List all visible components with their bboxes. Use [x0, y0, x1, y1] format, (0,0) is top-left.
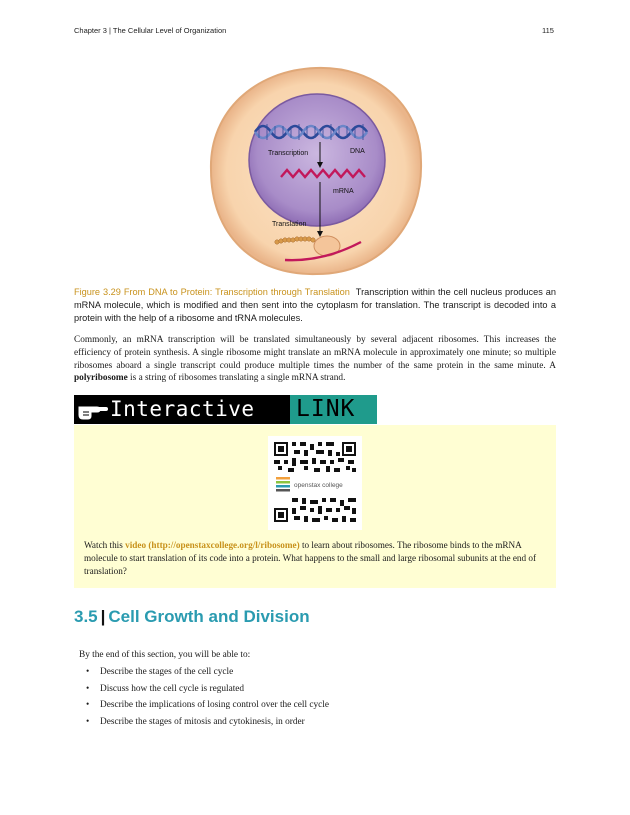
body-paragraph	[74, 334, 556, 385]
objective-item: • Describe the stages of mitosis and cytokinesis, in order	[86, 716, 329, 733]
figure-caption-text: Transcription within the cell nucleus produces an mRNA molecule, which is modified and then sent into the cytoplasm for translation. The transcript is decoded into a protein with the help of a ribosome and tRNA molecules.	[74, 287, 556, 323]
link-text-before: Watch this	[84, 540, 126, 550]
section-heading	[74, 607, 310, 627]
section-number: 3.5	[74, 607, 98, 626]
figure-caption-label: Figure 3.29 From DNA to Protein: Transcription through Translation	[74, 287, 350, 297]
video-link[interactable]: video (http://openstaxcollege.org/l/ribosome)	[125, 540, 300, 550]
figure-caption	[74, 286, 556, 324]
transcription-translation-figure	[205, 62, 427, 280]
qr-code-image[interactable]	[268, 436, 362, 530]
objective-item: • Describe the stages of the cell cycle	[86, 666, 329, 683]
objective-item: • Discuss how the cell cycle is regulated	[86, 683, 329, 700]
pointing-hand-icon	[77, 399, 109, 421]
mrna-label: mRNA	[333, 188, 354, 195]
banner-word-interactive: Interactive	[110, 397, 255, 421]
link-text-after: to learn about ribosomes. The ribosome binds to the mRNA molecule to start translation of its code into a protein. What happens to the small and large ribosomal subunits at the end of translation?	[84, 540, 537, 576]
section-title: Cell Growth and Division	[108, 607, 310, 626]
learning-objectives-list	[86, 666, 329, 732]
section-separator: |	[100, 607, 106, 626]
nucleus	[249, 94, 385, 226]
running-header-chapter: Chapter 3 | The Cellular Level of Organization	[74, 26, 227, 35]
body-paragraph-end: is a string of ribosomes translating a single mRNA strand.	[127, 373, 346, 384]
banner-word-link: LINK	[296, 396, 356, 422]
transcription-label: Transcription	[268, 150, 309, 157]
page-number: 115	[542, 26, 554, 35]
key-term-polyribosome: polyribosome	[74, 373, 128, 384]
learning-objectives-intro: By the end of this section, you will be able to:	[79, 650, 251, 660]
interactive-link-text	[84, 539, 547, 577]
qr-brand-text: openstax college	[294, 482, 343, 489]
objective-item: • Describe the implications of losing control over the cell cycle	[86, 699, 329, 716]
translation-label: Translation	[272, 221, 307, 228]
dna-label: DNA	[350, 148, 365, 155]
body-paragraph-start: Commonly, an mRNA transcription will be translated simultaneously by several adjacent ribosomes. This increases the efficiency of protein synthesis. A single ribosome might translate an mRNA molecule in approximately one minute; so multiple ribosomes aboard a single transcript could produce multiple times the number of the same protein in the same minute. A	[74, 335, 556, 371]
interactive-link-banner	[74, 395, 377, 424]
